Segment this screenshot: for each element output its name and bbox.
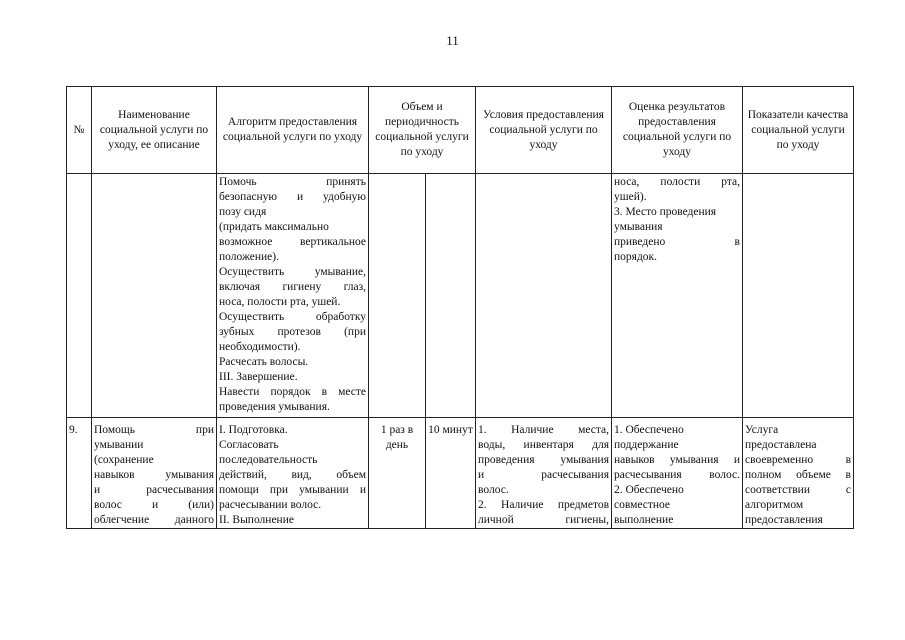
continued-row [67,174,854,418]
row-number: 9. [67,418,92,529]
text-line: II. Выполнение [219,514,294,526]
header-name: Наименование социальной услуги по уходу, ее описание [92,87,217,174]
text-line: 2. Обеспечено [614,484,684,496]
text-line: необходимости). [219,341,301,353]
text-line: носа, полости рта, [614,176,740,188]
text-line: позу сидя [219,206,267,218]
page-number: 11 [446,33,459,48]
text-line: проведения умывания [478,454,609,466]
text-line: приведено в [614,236,740,248]
text-line: совместное [614,499,671,511]
header-algorithm: Алгоритм предоставления социальной услуги по уходу [217,87,369,174]
cell-quality-empty [743,174,854,418]
cell-evaluation [612,418,743,529]
text-line: предоставлена [745,439,817,451]
text-line: умывания [614,221,663,233]
text-line: навыков умывания и [614,454,740,466]
text-line: воды, инвентаря для [478,439,609,451]
text-line: умывании [94,439,144,451]
text-line: зубных протезов (при [219,326,366,338]
header-volume: Объем и периодичность социальной услуги по уходу [369,87,476,174]
services-table [66,86,854,529]
text-line: возможное вертикальное [219,236,366,248]
text-line: проведения умывания. [219,401,330,413]
header-num: № [67,87,92,174]
text-line: Навести порядок в месте [219,386,366,398]
text-line: предоставления [745,514,823,526]
text-line: включая гигиену глаз, [219,281,366,293]
conditions-text [478,423,609,528]
text-line: 1. Наличие места, [478,424,609,436]
cell-algorithm [217,418,369,529]
cell-duration: 10 минут [426,418,476,529]
text-line: расчесывания волос. [614,469,740,481]
text-line: и расчесывания [94,484,214,496]
text-line: действий, вид, объем [219,469,366,481]
text-line: последовательность [219,454,318,466]
text-line: полном объеме в [745,469,851,481]
quality-text [745,423,851,528]
text-line: Расчесать волосы. [219,356,309,368]
text-line: Осуществить умывание, [219,266,366,278]
cell-conditions [476,418,612,529]
text-line: Услуга [745,424,779,436]
header-quality: Показатели качества социальной услуги по уходу [743,87,854,174]
text-line: 3. Место проведения [614,206,717,218]
evaluation-text [614,175,740,265]
header-evaluation: Оценка результатов предоставления социальной услуги по уходу [612,87,743,174]
table-row-9 [67,418,854,529]
cell-evaluation-continued [612,174,743,418]
text-line: 1. Обеспечено [614,424,684,436]
cell-quality [743,418,854,529]
text-line: (сохранение [94,454,154,466]
text-line: положение). [219,251,279,263]
cell-duration-empty [426,174,476,418]
text-line: навыков умывания [94,469,214,481]
text-line: алгоритмом [745,499,804,511]
header-conditions: Условия предоставления социальной услуги по уходу [476,87,612,174]
text-line: III. Завершение. [219,371,298,383]
cell-service-name [92,418,217,529]
text-line: ушей). [614,191,647,203]
text-line: порядок. [614,251,658,263]
text-line: носа, полости рта, ушей. [219,296,341,308]
text-line: выполнение [614,514,674,526]
cell-volume-empty [369,174,426,418]
cell-conditions-empty [476,174,612,418]
text-line: 2. Наличие предметов [478,499,609,511]
text-line: Помочь принять [219,176,366,188]
evaluation-text [614,423,740,528]
text-line: и расчесывания [478,469,609,481]
cell-volume: 1 раз в день [369,418,426,529]
text-line: Осуществить обработку [219,311,366,323]
text-line: волос. [478,484,509,496]
text-line: безопасную и удобную [219,191,366,203]
text-line: поддержание [614,439,679,451]
service-name-text [94,423,214,528]
text-line: облегчение данного [94,514,214,526]
text-line: Помощь при [94,424,214,436]
text-line: Согласовать [219,439,279,451]
text-line: личной гигиены, [478,514,609,526]
text-line: помощи при умывании и [219,484,366,496]
algorithm-text [219,175,366,415]
text-line: своевременно в [745,454,851,466]
text-line: волос и (или) [94,499,214,511]
text-line: соответствии с [745,484,851,496]
text-line: I. Подготовка. [219,424,288,436]
text-line: (придать максимально [219,221,329,233]
header-row [67,87,854,174]
cell-num-empty [67,174,92,418]
text-line: расчесывании волос. [219,499,322,511]
algorithm-text [219,423,366,528]
cell-algorithm-continued [217,174,369,418]
cell-name-empty [92,174,217,418]
